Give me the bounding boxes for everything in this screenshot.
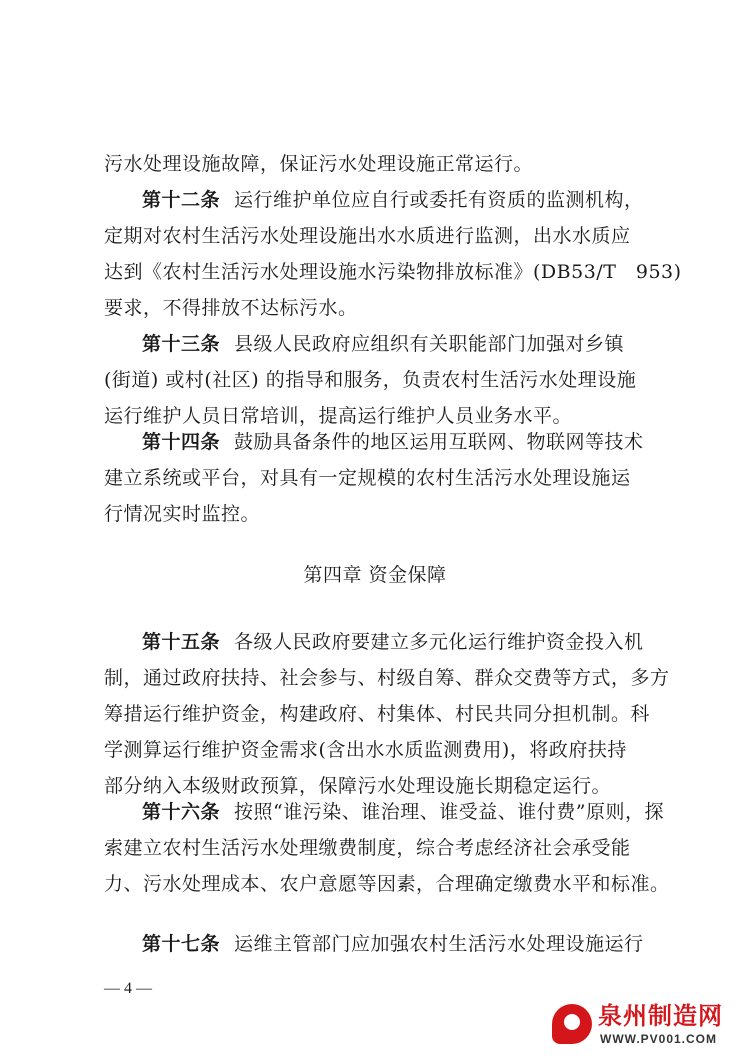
text-line <box>104 182 660 218</box>
text-line <box>104 794 664 830</box>
article-text: 运行维护单位应自行或委托有资质的监测机构， <box>234 189 644 211</box>
article-number: 第十三条 <box>142 333 221 355</box>
watermark-url: WWW.PV001.COM <box>600 1032 718 1046</box>
text-line <box>104 624 660 660</box>
text-line: 索建立农村生活污水处理缴费制度，综合考虑经济社会承受能 <box>104 837 631 859</box>
watermark-title: 泉州制造网 <box>598 1002 723 1030</box>
article-number: 第十六条 <box>142 801 221 823</box>
logo-icon <box>552 1004 592 1044</box>
article-number: 第十四条 <box>142 431 221 453</box>
text-line: 制，通过政府扶持、社会参与、村级自筹、群众交费等方式，多方 <box>104 667 670 689</box>
article-number: 第十五条 <box>142 631 221 653</box>
article-16 <box>104 794 670 902</box>
text-line: 定期对农村生活污水处理设施出水水质进行监测，出水水质应 <box>104 225 631 247</box>
article-13 <box>104 326 660 434</box>
chapter-title: 第四章 资金保障 <box>303 564 447 586</box>
text-line: 达到《农村生活污水处理设施水污染物排放标准》(DB53/T 953) <box>104 261 682 283</box>
text-line: (街道) 或村(社区) 的指导和服务，负责农村生活污水处理设施 <box>104 369 637 391</box>
article-text: 县级人民政府应组织有关职能部门加强对乡镇 <box>234 333 625 355</box>
article-text: 各级人民政府要建立多元化运行维护资金投入机 <box>234 631 644 653</box>
article-text: 鼓励具备条件的地区运用互联网、物联网等技术 <box>234 431 644 453</box>
text-line: 污水处理设施故障，保证污水处理设施正常运行。 <box>104 153 534 175</box>
text-line: 行情况实时监控。 <box>104 503 261 525</box>
article-number: 第十二条 <box>142 189 221 211</box>
text-line: 学测算运行维护资金需求(含出水水质监测费用)，将政府扶持 <box>104 739 627 761</box>
text-line <box>104 326 660 362</box>
article-text: 运维主管部门应加强农村生活污水处理设施运行 <box>234 933 644 955</box>
text-line: 建立系统或平台，对具有一定规模的农村生活污水处理设施运 <box>104 467 631 489</box>
text-line <box>104 424 660 460</box>
article-17 <box>104 926 660 962</box>
article-number: 第十七条 <box>142 933 221 955</box>
page-number: — 4 — <box>104 980 152 997</box>
text-line: 部分纳入本级财政预算，保障污水处理设施长期稳定运行。 <box>104 775 612 797</box>
text-line: 力、污水处理成本、农户意愿等因素，合理确定缴费水平和标准。 <box>104 873 670 895</box>
text-line: 筹措运行维护资金，构建政府、村集体、村民共同分担机制。科 <box>104 703 651 725</box>
article-14 <box>104 424 660 532</box>
paragraph-continuation <box>104 146 660 182</box>
text-line <box>104 926 660 962</box>
watermark-logo <box>552 1002 742 1050</box>
article-15 <box>104 624 670 804</box>
text-line: 运行维护人员日常培训，提高运行维护人员业务水平。 <box>104 405 573 427</box>
text-line: 要求，不得排放不达标污水。 <box>104 297 358 319</box>
article-text: 按照“谁污染、谁治理、谁受益、谁付费”原则，探 <box>234 801 664 823</box>
article-12 <box>104 182 682 326</box>
